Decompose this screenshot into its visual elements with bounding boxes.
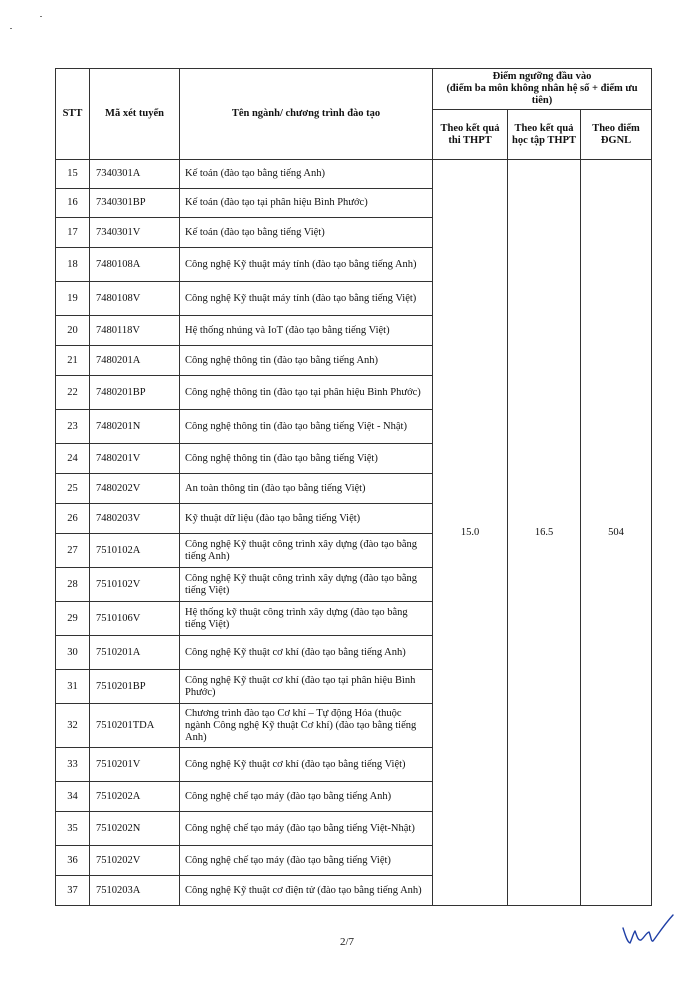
row-program-name: Công nghệ Kỹ thuật cơ điện tử (đào tạo bằng tiếng Anh) [180, 876, 433, 906]
row-stt: 25 [56, 474, 90, 504]
scan-speck [40, 16, 42, 17]
row-stt: 37 [56, 876, 90, 906]
row-program-name: An toàn thông tin (đào tạo bằng tiếng Việt) [180, 474, 433, 504]
row-program-name: Công nghệ chế tạo máy (đào tạo bằng tiếng Việt-Nhật) [180, 812, 433, 846]
row-program-name: Công nghệ Kỹ thuật công trình xây dựng (đào tạo bằng tiếng Anh) [180, 534, 433, 568]
row-stt: 31 [56, 670, 90, 704]
header-threshold [433, 69, 652, 110]
header-by-transcript: Theo kết quả học tập THPT [508, 110, 581, 160]
row-program-name: Chương trình đào tạo Cơ khí – Tự động Hóa (thuộc ngành Công nghệ Kỹ thuật Cơ khí) (đào tạo bằng tiếng Anh) [180, 704, 433, 748]
row-admission-code: 7480203V [90, 504, 180, 534]
row-admission-code: 7480118V [90, 316, 180, 346]
row-program-name: Công nghệ Kỹ thuật máy tính (đào tạo bằng tiếng Anh) [180, 248, 433, 282]
row-admission-code: 7480201BP [90, 376, 180, 410]
row-admission-code: 7510201A [90, 636, 180, 670]
row-admission-code: 7480201A [90, 346, 180, 376]
scan-speck [10, 28, 12, 29]
row-admission-code: 7510102A [90, 534, 180, 568]
header-code: Mã xét tuyển [90, 69, 180, 160]
row-stt: 21 [56, 346, 90, 376]
row-stt: 22 [56, 376, 90, 410]
row-stt: 34 [56, 782, 90, 812]
row-admission-code: 7480201V [90, 444, 180, 474]
row-admission-code: 7510106V [90, 602, 180, 636]
row-stt: 28 [56, 568, 90, 602]
row-admission-code: 7510201BP [90, 670, 180, 704]
table-row [56, 160, 652, 189]
row-stt: 23 [56, 410, 90, 444]
row-stt: 20 [56, 316, 90, 346]
row-admission-code: 7480108V [90, 282, 180, 316]
row-admission-code: 7480202V [90, 474, 180, 504]
row-stt: 29 [56, 602, 90, 636]
admission-threshold-table [55, 68, 652, 906]
row-stt: 15 [56, 160, 90, 189]
row-stt: 17 [56, 218, 90, 248]
row-stt: 33 [56, 748, 90, 782]
row-program-name: Kế toán (đào tạo bằng tiếng Anh) [180, 160, 433, 189]
row-program-name: Kế toán (đào tạo bằng tiếng Việt) [180, 218, 433, 248]
row-program-name: Công nghệ Kỹ thuật cơ khí (đào tạo bằng tiếng Việt) [180, 748, 433, 782]
header-by-dgnl: Theo điểm ĐGNL [581, 110, 652, 160]
header-stt: STT [56, 69, 90, 160]
row-stt: 26 [56, 504, 90, 534]
row-stt: 36 [56, 846, 90, 876]
row-stt: 19 [56, 282, 90, 316]
row-admission-code: 7480201N [90, 410, 180, 444]
header-program-name: Tên ngành/ chương trình đào tạo [180, 69, 433, 160]
row-program-name: Công nghệ thông tin (đào tạo bằng tiếng Anh) [180, 346, 433, 376]
score-dgnl: 504 [581, 160, 652, 906]
row-stt: 16 [56, 189, 90, 218]
row-admission-code: 7510202V [90, 846, 180, 876]
row-program-name: Công nghệ thông tin (đào tạo bằng tiếng Việt) [180, 444, 433, 474]
header-by-exam: Theo kết quả thi THPT [433, 110, 508, 160]
page-number: 2/7 [339, 936, 355, 948]
row-program-name: Công nghệ thông tin (đào tạo tại phân hiệu Bình Phước) [180, 376, 433, 410]
row-program-name: Công nghệ thông tin (đào tạo bằng tiếng Việt - Nhật) [180, 410, 433, 444]
row-stt: 35 [56, 812, 90, 846]
row-program-name: Công nghệ Kỹ thuật cơ khí (đào tạo tại phân hiệu Bình Phước) [180, 670, 433, 704]
row-stt: 24 [56, 444, 90, 474]
row-admission-code: 7340301A [90, 160, 180, 189]
score-transcript: 16.5 [508, 160, 581, 906]
row-program-name: Công nghệ Kỹ thuật cơ khí (đào tạo bằng tiếng Anh) [180, 636, 433, 670]
table-body [56, 160, 652, 906]
header-threshold-label: Điểm ngưỡng đầu vào (điểm ba môn không nhân hệ số + điểm ưu tiên) [446, 71, 638, 106]
row-admission-code: 7340301BP [90, 189, 180, 218]
row-stt: 27 [56, 534, 90, 568]
row-program-name: Kế toán (đào tạo tại phân hiệu Bình Phước) [180, 189, 433, 218]
table-header [56, 69, 652, 160]
row-program-name: Hệ thống kỹ thuật công trình xây dựng (đào tạo bằng tiếng Việt) [180, 602, 433, 636]
row-program-name: Kỹ thuật dữ liệu (đào tạo bằng tiếng Việt) [180, 504, 433, 534]
row-program-name: Công nghệ chế tạo máy (đào tạo bằng tiếng Việt) [180, 846, 433, 876]
row-program-name: Công nghệ Kỹ thuật công trình xây dựng (đào tạo bằng tiếng Việt) [180, 568, 433, 602]
row-admission-code: 7480108A [90, 248, 180, 282]
row-stt: 18 [56, 248, 90, 282]
row-admission-code: 7510201V [90, 748, 180, 782]
row-program-name: Công nghệ Kỹ thuật máy tính (đào tạo bằng tiếng Việt) [180, 282, 433, 316]
row-admission-code: 7510202A [90, 782, 180, 812]
row-admission-code: 7510202N [90, 812, 180, 846]
score-exam: 15.0 [433, 160, 508, 906]
row-stt: 32 [56, 704, 90, 748]
row-admission-code: 7510102V [90, 568, 180, 602]
row-admission-code: 7340301V [90, 218, 180, 248]
row-program-name: Công nghệ chế tạo máy (đào tạo bằng tiếng Anh) [180, 782, 433, 812]
row-admission-code: 7510203A [90, 876, 180, 906]
row-program-name: Hệ thống nhúng và IoT (đào tạo bằng tiếng Việt) [180, 316, 433, 346]
signature-mark [620, 912, 675, 948]
row-admission-code: 7510201TDA [90, 704, 180, 748]
row-stt: 30 [56, 636, 90, 670]
